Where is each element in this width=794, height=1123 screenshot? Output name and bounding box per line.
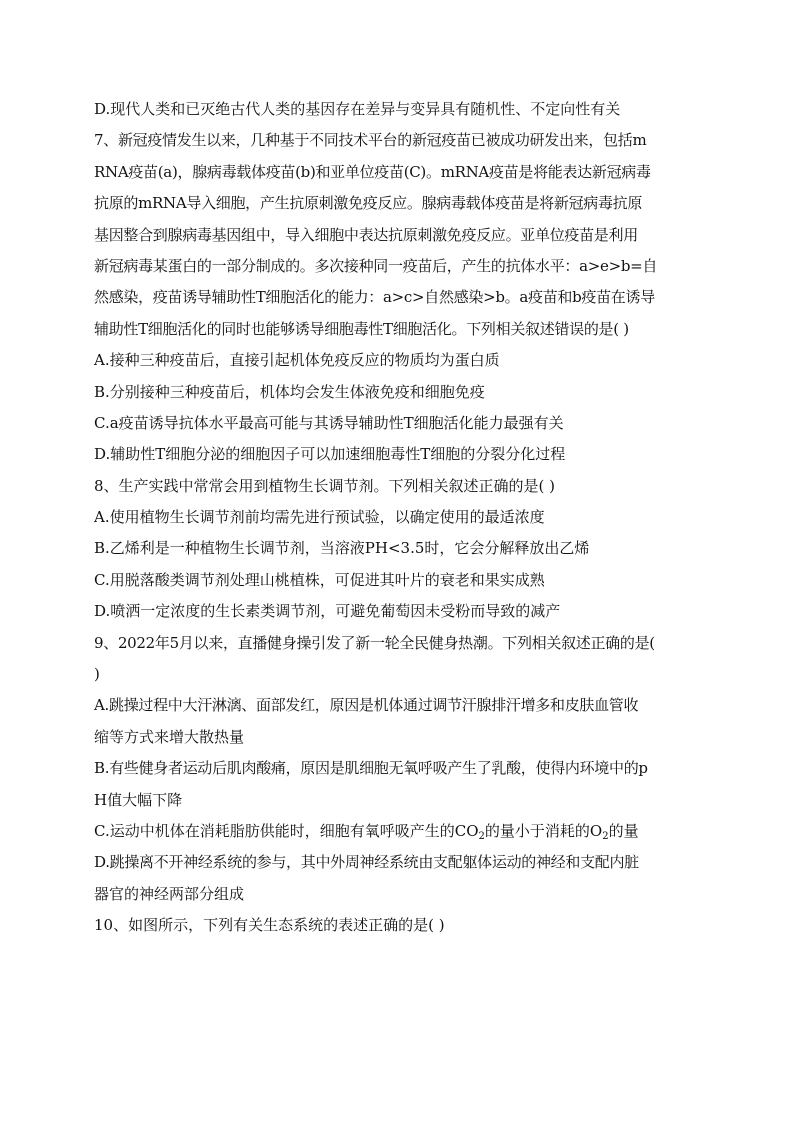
q6-option-d: D.现代人类和已灭绝古代人类的基因存在差异与变异具有随机性、不定向性有关 — [94, 100, 621, 118]
q7-stem-line-7: 辅助性T细胞活化的同时也能够诱导细胞毒性T细胞活化。下列相关叙述错误的是( ) — [94, 319, 629, 338]
q9-stem-line-1: 9、2022年5月以来，直播健身操引发了新一轮全民健身热潮。下列相关叙述正确的是( — [94, 633, 655, 652]
q7-stem-line-5: 新冠病毒某蛋白的一部分制成的。多次接种同一疫苗后，产生的抗体水平：a>e>b=自 — [94, 256, 658, 275]
q9-option-b-line-2: H值大幅下降 — [94, 790, 183, 809]
q8-stem: 8、生产实践中常常会用到植物生长调节剂。下列相关叙述正确的是( ) — [94, 476, 556, 495]
q10-stem: 10、如图所示，下列有关生态系统的表述正确的是( ) — [94, 916, 445, 935]
q8-option-c: C.用脱落酸类调节剂处理山桃植株，可促进其叶片的衰老和果实成熟 — [94, 570, 545, 589]
q7-stem-line-2: RNA疫苗(a)，腺病毒载体疫苗(b)和亚单位疫苗(C)。mRNA疫苗是将能表达新冠病毒 — [94, 162, 651, 181]
q8-option-d: D.喷洒一定浓度的生长素类调节剂，可避免葡萄因未受粉而导致的减产 — [94, 602, 561, 621]
q9-option-c-text-3: 的量 — [608, 821, 639, 840]
q9-option-b-line-1: B.有些健身者运动后肌肉酸痛，原因是肌细胞无氧呼吸产生了乳酸，使得内环境中的p — [94, 759, 648, 778]
q9-stem-line-2: ) — [94, 665, 100, 684]
q9-option-c — [94, 816, 698, 847]
q8-option-a: A.使用植物生长调节剂前均需先进行预试验，以确定使用的最适浓度 — [94, 508, 545, 527]
question-text-body — [94, 94, 698, 942]
q7-stem-line-3: 抗原的mRNA导入细胞，产生抗原刺激免疫反应。腺病毒载体疫苗是将新冠病毒抗原 — [94, 194, 643, 213]
q9-option-a-line-2: 缩等方式来增大散热量 — [94, 727, 245, 746]
o2-subscript: 2 — [602, 830, 609, 842]
co2-subscript: 2 — [478, 830, 485, 842]
q9-option-c-text-2: 的量小于消耗的O — [484, 821, 603, 840]
q7-option-c: C.a疫苗诱导抗体水平最高可能与其诱导辅助性T细胞活化能力最强有关 — [94, 413, 564, 432]
q9-option-a-line-1: A.跳操过程中大汗淋漓、面部发红，原因是机体通过调节汗腺排汗增多和皮肤血管收 — [94, 696, 639, 715]
q9-option-d-line-2: 器官的神经两部分组成 — [94, 884, 245, 903]
q7-option-a: A.接种三种疫苗后，直接引起机体免疫反应的物质均为蛋白质 — [94, 351, 500, 370]
q7-stem-line-4: 基因整合到腺病毒基因组中，导入细胞中表达抗原刺激免疫反应。亚单位疫苗是利用 — [94, 225, 638, 244]
q7-stem-line-6: 然感染，疫苗诱导辅助性T细胞活化的能力：a>c>自然感染>b。a疫苗和b疫苗在诱导 — [94, 288, 655, 307]
q9-option-d-line-1: D.跳操离不开神经系统的参与，其中外周神经系统由支配躯体运动的神经和支配内脏 — [94, 853, 639, 872]
q7-option-b: B.分别接种三种疫苗后，机体均会发生体液免疫和细胞免疫 — [94, 382, 485, 401]
q8-option-b: B.乙烯利是一种植物生长调节剂，当溶液PH<3.5时，它会分解释放出乙烯 — [94, 539, 590, 558]
q9-option-c-text-1: C.运动中机体在消耗脂肪供能时，细胞有氧呼吸产生的CO — [94, 821, 479, 840]
q7-option-d: D.辅助性T细胞分泌的细胞因子可以加速细胞毒性T细胞的分裂分化过程 — [94, 445, 566, 464]
q7-stem-line-1: 7、新冠疫情发生以来，几种基于不同技术平台的新冠疫苗已被成功研发出来，包括m — [94, 131, 647, 150]
